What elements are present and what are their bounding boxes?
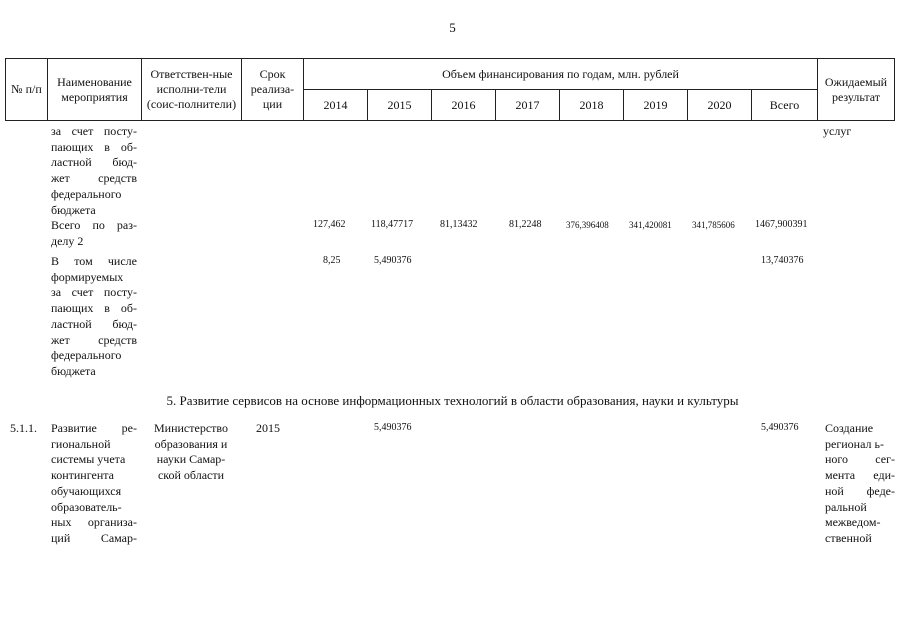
row-511-result-line: Создание [825,421,874,435]
row-511-responsible-line: науки Самар- [156,452,226,467]
row-511-responsible-line: Министерство [154,421,228,435]
incl-name-line: жет средств [51,332,137,347]
header-finance: Объем финансирования по годам, млн. рублей [304,59,818,90]
total-all: 1467,900391 [755,219,808,230]
incl-name-line: формируемых [51,269,124,284]
row-511-name-line: системы учета [51,452,126,467]
header-year-2019: 2019 [624,90,688,121]
top-name-line: федерального [51,186,122,201]
total-2016: 81,13432 [440,219,478,230]
row-511-responsible-cell [148,421,234,484]
total-2019: 341,420081 [629,220,672,230]
header-total: Всего [752,90,818,121]
total-name-line: Всего по раз- [51,218,137,232]
header-num: № п/п [6,59,48,121]
top-name-line: за счет посту- [51,124,137,138]
header-year-2020: 2020 [688,90,752,121]
incl-2014: 8,25 [323,255,341,266]
row-511-name-line: гиональной [51,436,111,451]
header-result: Ожидаемый результат [818,59,895,121]
top-name-line: бюджета [51,202,96,217]
row-511-result-cell [825,421,895,547]
row-511-result-line: ного сег- [825,452,895,467]
row-511-result-line: ральной [825,499,867,514]
row-511-name-line: контингента [51,468,114,483]
section-title: 5. Развитие сервисов на основе информационных технологий в области образования, науки и культуры [166,393,739,408]
incl-name-cell [51,254,137,380]
row-511-name-line: обучающихся [51,483,122,498]
header-year-2018: 2018 [560,90,624,121]
total-2014: 127,462 [313,219,346,230]
row-511-result-line: ной феде- [825,483,895,498]
top-name-line: пающих в об- [51,139,137,154]
incl-name-line: пающих в об- [51,301,137,316]
total-name-cell [51,218,137,249]
total-2020: 341,785606 [692,220,735,230]
header-year-2015: 2015 [368,90,432,121]
header-name: Наименование мероприятия [48,59,142,121]
row-511-responsible-line: ской области [157,468,225,483]
total-2015: 118,47717 [371,219,414,230]
total-name-line: делу 2 [51,233,84,248]
top-result: услуг [823,124,852,138]
row-511-name-line: Развитие ре- [51,421,137,435]
incl-total: 13,740376 [761,255,804,266]
incl-name-line: бюджета [51,363,96,378]
header-term: Срок реализа-ции [242,59,304,121]
row-511-result-line: межведом- [825,515,881,530]
incl-name-line: за счет посту- [51,285,137,300]
row-511-name-line: образователь- [51,499,122,514]
row-511-name-line: ных организа- [51,515,137,530]
row-511-term: 2015 [256,421,280,435]
page-number: 5 [449,20,456,35]
row-511-2015: 5,490376 [374,422,412,433]
top-name-line: жет средств [51,171,137,186]
table-header [5,58,895,121]
incl-2015: 5,490376 [374,255,412,266]
top-name-cell [51,124,137,218]
row-511-name-line: ций Самар- [51,530,137,545]
incl-name-line: ластной бюд- [51,316,137,331]
total-2017: 81,2248 [509,219,542,230]
row-511-result-line: мента еди- [825,468,895,483]
row-511-result-line: регионал ь- [825,436,884,451]
header-year-2014: 2014 [304,90,368,121]
header-year-2017: 2017 [496,90,560,121]
total-2018: 376,396408 [566,220,609,230]
row-511-result-line: ственной [825,530,872,545]
header-responsible: Ответствен-ные исполни-тели (соис-полнители) [142,59,242,121]
incl-name-line: федерального [51,348,122,363]
incl-name-line: В том числе [51,254,137,268]
row-511-num: 5.1.1. [10,421,37,435]
header-year-2016: 2016 [432,90,496,121]
top-name-line: ластной бюд- [51,155,137,170]
row-511-name-cell [51,421,137,547]
row-511-responsible-line: образования и [154,436,228,451]
row-511-total: 5,490376 [761,422,799,433]
